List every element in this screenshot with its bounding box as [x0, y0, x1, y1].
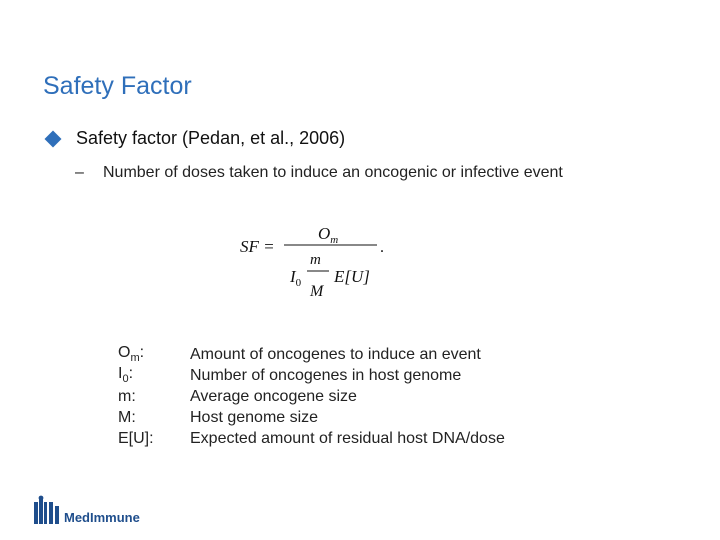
diamond-bullet-icon: [45, 130, 62, 147]
definition-symbol: E[U]:: [118, 429, 154, 447]
definition-description: Amount of oncogenes to induce an event: [190, 345, 481, 363]
dash-bullet: –: [75, 164, 84, 181]
definition-row: [118, 428, 505, 449]
definition-description: Average oncogene size: [190, 387, 357, 405]
medimmune-logo-mark-icon: [34, 496, 59, 524]
definition-row: [118, 386, 505, 407]
formula-inner-denominator: M: [310, 283, 324, 300]
medimmune-logo-text: MedImmune: [64, 510, 140, 525]
definition-symbol: m:: [118, 387, 136, 405]
bullet-level-2: [75, 164, 563, 182]
definition-row: [118, 344, 505, 365]
formula-inner-numerator: m: [310, 252, 321, 268]
formula-trailing-dot: .: [380, 239, 384, 256]
formula-expectation: E[U]: [334, 267, 370, 286]
definitions-list: [118, 344, 505, 449]
bullet-level-2-text: Number of doses taken to induce an oncogenic or infective event: [103, 164, 563, 181]
medimmune-logo: [30, 494, 150, 528]
slide-title: Safety Factor: [43, 72, 192, 100]
definition-row: [118, 407, 505, 428]
bullet-level-1-text: Safety factor (Pedan, et al., 2006): [76, 128, 346, 148]
definition-symbol: M:: [118, 408, 136, 426]
definition-symbol: $O_m$:: [118, 344, 145, 365]
formula-i0: $I_0$: [290, 267, 302, 289]
bullet-level-1: [44, 128, 345, 149]
safety-factor-formula: [230, 214, 400, 304]
formula-lhs: SF =: [240, 237, 275, 256]
definition-description: Host genome size: [190, 408, 319, 426]
definition-symbol: $I_0$:: [118, 365, 134, 386]
definition-row: [118, 365, 505, 386]
formula-numerator: $O_m$: [318, 224, 339, 246]
definition-description: Number of oncogenes in host genome: [190, 366, 462, 384]
definition-description: Expected amount of residual host DNA/dose: [190, 429, 505, 447]
